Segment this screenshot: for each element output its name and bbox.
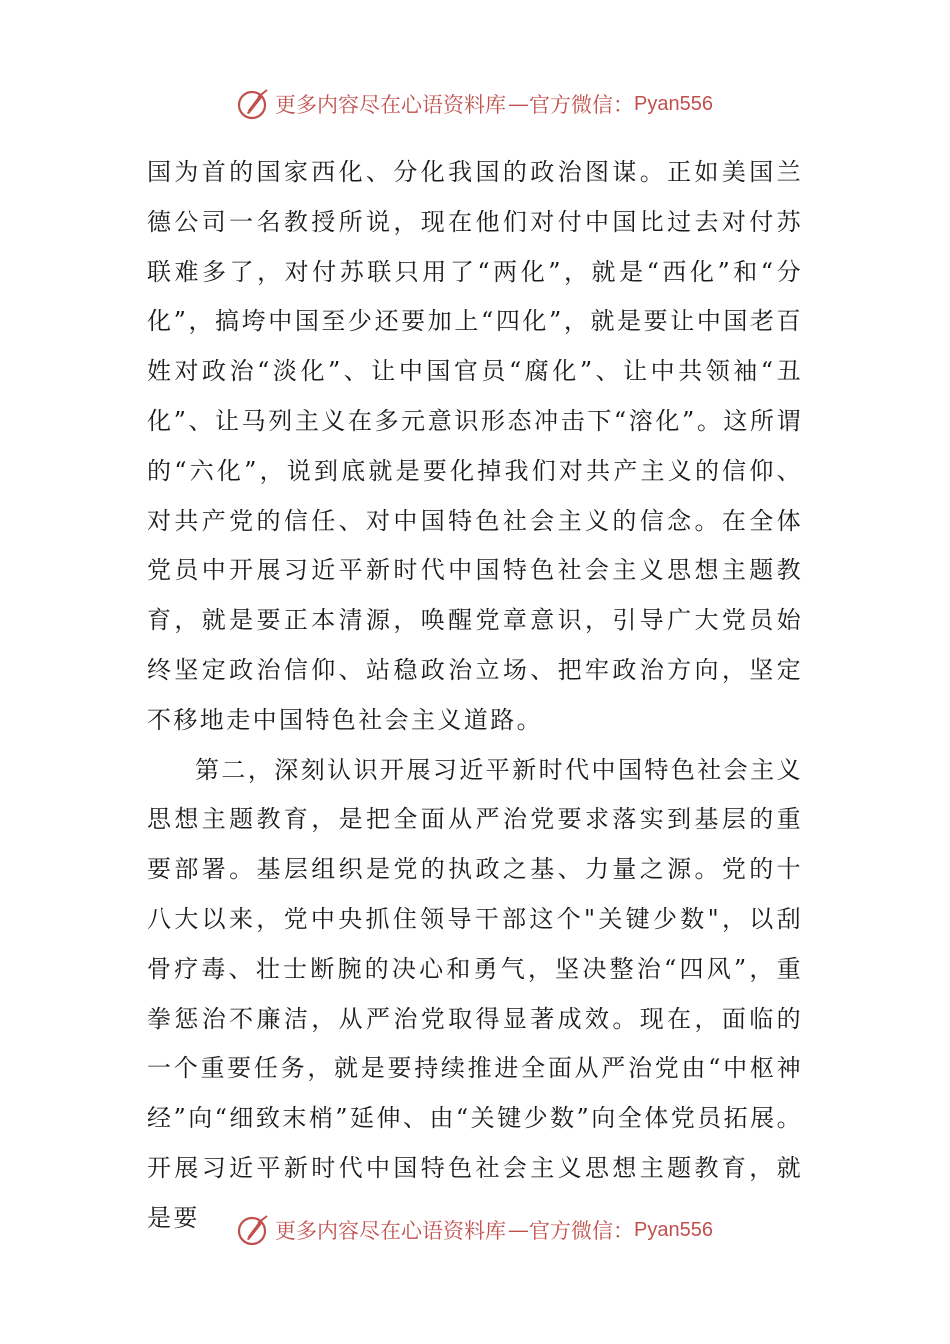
quill-pen-circle-icon: [237, 87, 271, 121]
banner-separator: —: [508, 92, 528, 116]
banner-wechat-id: Pyan556: [634, 92, 713, 115]
banner-separator: —: [508, 1218, 528, 1242]
banner-wechat-id: Pyan556: [634, 1218, 713, 1241]
footer-banner: [0, 1208, 950, 1252]
paragraph-continuation: 国为首的国家西化、分化我国的政治图谋。正如美国兰德公司一名教授所说，现在他们对付中国比过去对付苏联难多了，对付苏联只用了“两化”，就是“西化”和“分化”，搞垮中国至少还要加上“四化”，就是要让中国老百姓对政治“淡化”、让中国官员“腐化”、让中共领袖“丑化”、让马列主义在多元意识形态冲击下“溶化”。这所谓的“六化”，说到底就是要化掉我们对共产主义的信仰、对共产党的信任、对中国特色社会主义的信念。在全体党员中开展习近平新时代中国特色社会主义思想主题教育，就是要正本清源，唤醒党章意识，引导广大党员始终坚定政治信仰、站稳政治立场、把牢政治方向，坚定不移地走中国特色社会主义道路。: [147, 158, 803, 734]
paragraph-second-point: 第二，深刻认识开展习近平新时代中国特色社会主义思想主题教育，是把全面从严治党要求落实到基层的重要部署。基层组织是党的执政之基、力量之源。党的十八大以来，党中央抓住领导干部这个"关键少数"，以刮骨疗毒、壮士断腕的决心和勇气，坚决整治“四风”，重拳惩治不廉洁，从严治党取得显著成效。现在，面临的一个重要任务，就是要持续推进全面从严治党由“中枢神经”向“细致末梢”延伸、由“关键少数”向全体党员拓展。开展习近平新时代中国特色社会主义思想主题教育，就是要: [147, 755, 803, 1232]
banner-wechat-label: 官方微信：: [529, 93, 635, 117]
banner-wechat-label: 官方微信：: [529, 1219, 635, 1243]
banner-brand-text: 更多内容尽在心语资料库: [275, 1219, 507, 1243]
quill-pen-circle-icon: [237, 1213, 271, 1247]
header-banner: [0, 82, 950, 126]
banner-brand-text: 更多内容尽在心语资料库: [275, 93, 507, 117]
document-body: [147, 148, 803, 1244]
